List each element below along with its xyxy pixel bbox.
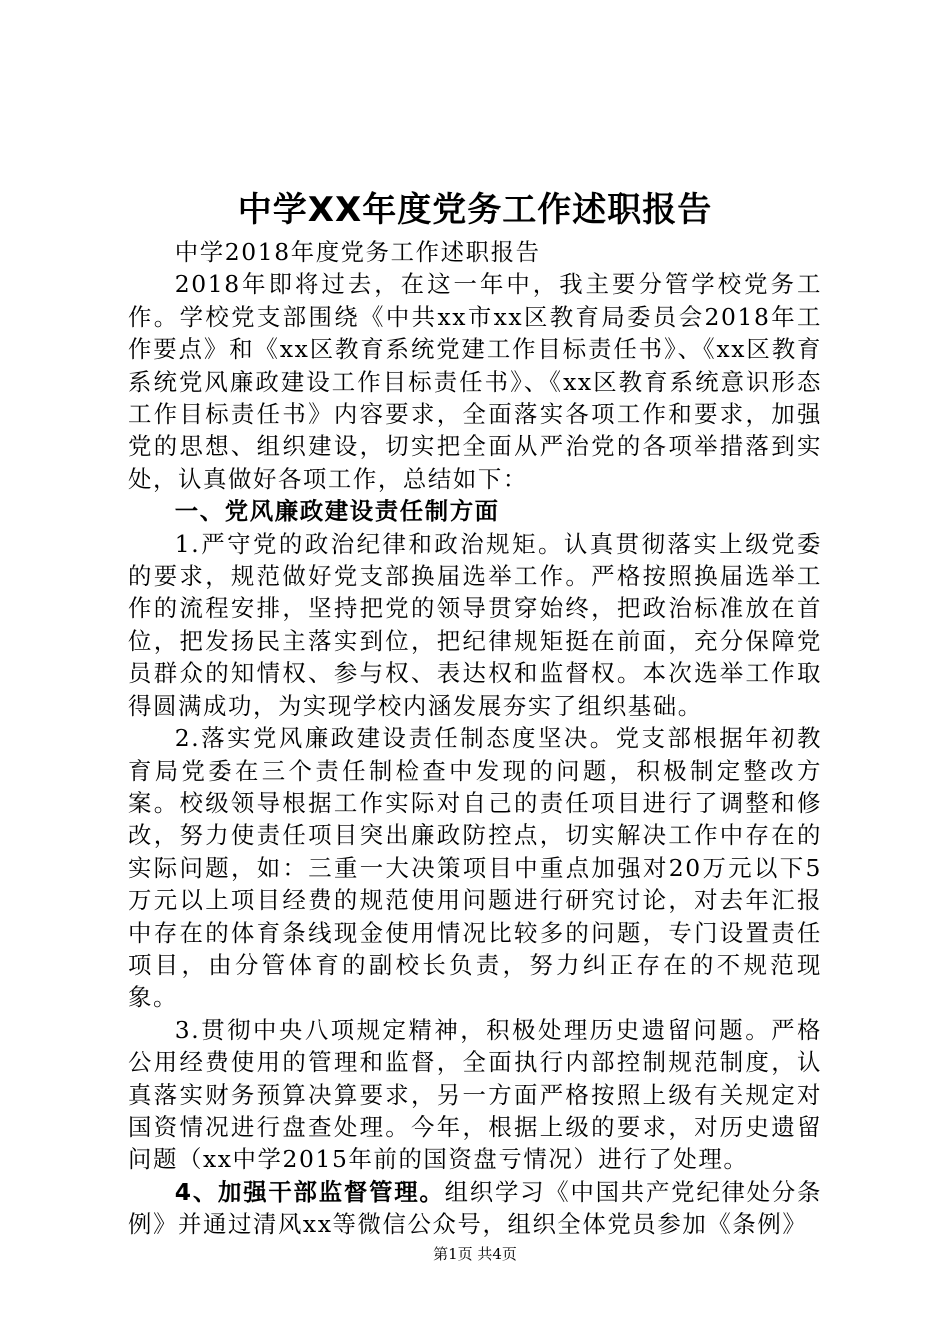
- document-title: 中学XX年度党务工作述职报告: [237, 190, 713, 230]
- item-1-paragraph: 1.严守党的政治纪律和政治规矩。认真贯彻落实上级党委的要求，规范做好党支部换届选举工作。严格按照换届选举工作的流程安排，坚持把党的领导贯穿始终，把政治标准放在首位，把发扬民主落实到位，把纪律规矩挺在前面，充分保障党员群众的知情权、参与权、表达权和监督权。本次选举工作取得圆满成功，为实现学校内涵发展夯实了组织基础。: [128, 529, 822, 720]
- page-footer: 第1页 共4页: [433, 1245, 517, 1263]
- document-subtitle: 中学2018年度党务工作述职报告: [174, 238, 541, 266]
- item-3-paragraph: 3.贯彻中央八项规定精神，积极处理历史遗留问题。严格公用经费使用的管理和监督，全面执行内部控制规范制度，认真落实财务预算决算要求，另一方面严格按照上级有关规定对国资情况进行盘查处理。今年，根据上级的要求，对历史遗留问题（xx中学2015年前的国资盘亏情况）进行了处理。: [128, 1015, 822, 1174]
- item-2-paragraph: 2.落实党风廉政建设责任制态度坚决。党支部根据年初教育局党委在三个责任制检查中发现的问题，积极制定整改方案。校级领导根据工作实际对自己的责任项目进行了调整和修改，努力使责任项目突出廉政防控点，切实解决工作中存在的实际问题，如：三重一大决策项目中重点加强对20万元以下5万元以上项目经费的规范使用问题进行研究讨论，对去年汇报中存在的体育条线现金使用情况比较多的问题，专门设置责任项目，由分管体育的副校长负责，努力纠正存在的不规范现象。: [128, 724, 822, 1012]
- item-4-lead: 4、加强干部监督管理。: [174, 1177, 445, 1206]
- item-4-text: 组织学习《中国共产党纪律处分条例》并通过清风xx等微信公众号，组织全体党员参加《条例》: [128, 1177, 823, 1239]
- section-heading: 一、党风廉政建设责任制方面: [174, 497, 500, 526]
- item-4-paragraph: [128, 1176, 822, 1241]
- document-body: [128, 236, 822, 1241]
- intro-paragraph: 2018年即将过去，在这一年中，我主要分管学校党务工作。学校党支部围绕《中共xx市xx区教育局委员会2018年工作要点》和《xx区教育系统党建工作目标责任书》、《xx区教育系统党风廉政建设工作目标责任书》、《xx区教育系统意识形态工作目标责任书》内容要求，全面落实各项工作和要求，加强党的思想、组织建设，切实把全面从严治党的各项举措落到实处，认真做好各项工作，总结如下：: [128, 270, 822, 493]
